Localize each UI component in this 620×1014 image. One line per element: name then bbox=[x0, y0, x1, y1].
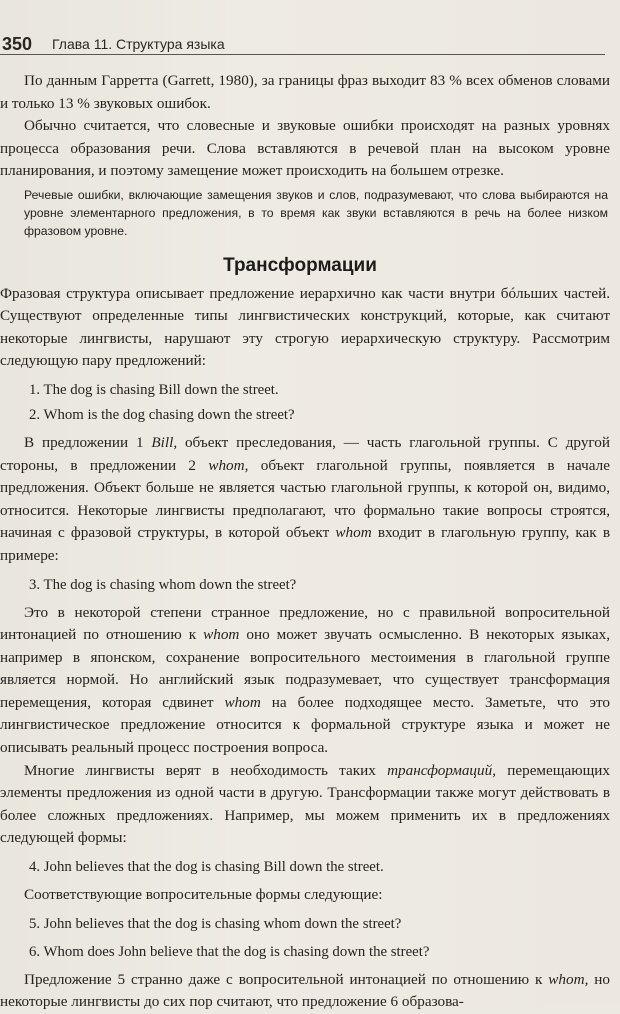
examples-intro: Соответствующие вопросительные формы следующие: bbox=[24, 886, 383, 904]
section-paragraph-2: В предложении 1 Bill, объект преследования, — часть глагольной группы. С другой стороны, в предложении 2 whom, объект глагольной группы, появляется в начале предложения. Объект больше не является частью глагольной группы, к которой он, видимо, относится. Некоторые лингвисты предполагают, что формально такие вопросы строятся, начиная с фразовой структуры, в которой объект whom входит в глагольную группу, как в примере: bbox=[0, 433, 610, 564]
example-4: 4. John believes that the dog is chasing Bill down the street. bbox=[29, 859, 384, 876]
running-title: Глава 11. Структура языка bbox=[52, 36, 225, 52]
example-3: 3. The dog is chasing whom down the street? bbox=[29, 576, 297, 593]
example-5: 5. John believes that the dog is chasing whom down the street? bbox=[29, 915, 402, 932]
header-rule bbox=[0, 54, 605, 55]
section-paragraph-5: Предложение 5 странно даже с вопросительной интонацией по отношению к whom, но некоторые лингвисты до сих пор считают, что предложение 6 образова- bbox=[0, 970, 610, 1011]
page-body bbox=[0, 70, 620, 1014]
page-number: 350 bbox=[2, 34, 33, 54]
section-paragraph-3: Это в некоторой степени странное предложение, но с правильной вопросительной интонацией по отношению к whom оно может звучать осмысленно. В некоторых языках, например в японском, сохранение вопросительного местоимения в глагольной группе является нормой. Но английский язык подразумевает, что существует трансформация перемещения, которая сдвинет whom на более подходящее место. Заметьте, что это лингвистическое предложение относится к формальной структуре языка и может не описывать реальный процесс построения вопроса. bbox=[0, 603, 611, 757]
example-1: 1. The dog is chasing Bill down the street. bbox=[29, 381, 279, 398]
intro-paragraph-2: Обычно считается, что словесные и звуковые ошибки происходят на разных уровнях процесса образования речи. Слова вставляются в речевой план на высоком уровне планирования, и поэтому замещение может происходить на большем отрезке. bbox=[0, 117, 610, 180]
section-paragraph-1: Фразовая структура описывает предложение иерархично как части внутри бóльших частей. Существуют определенные типы лингвистических конструкций, которые, как считают некоторые лингвисты, нарушают эту строгую иерархическую структуру. Рассмотрим следующую пару предложений: bbox=[0, 284, 610, 370]
example-2: 2. Whom is the dog chasing down the street? bbox=[29, 406, 295, 423]
section-paragraph-4: Многие лингвисты верят в необходимость таких трансформаций, перемещающих элементы предложения из одной части в другую. Трансформации также могут действовать в более сложных предложениях. Например, мы можем применить их в предложениях следующей формы: bbox=[0, 761, 610, 847]
speech-errors-note: Речевые ошибки, включающие замещения звуков и слов, подразумевают, что слова выбираются на уровне элементарного предложения, в то время как звуки вставляются в речь на более низком фразовом уровне. bbox=[24, 187, 608, 239]
page-header bbox=[0, 30, 620, 56]
section-heading: Трансформации bbox=[223, 254, 377, 276]
intro-paragraph-1: По данным Гарретта (Garrett, 1980), за границы фраз выходит 83 % всех обменов словами и только 13 % звуковых ошибок. bbox=[0, 72, 610, 112]
example-6: 6. Whom does John believe that the dog is chasing down the street? bbox=[29, 943, 430, 960]
